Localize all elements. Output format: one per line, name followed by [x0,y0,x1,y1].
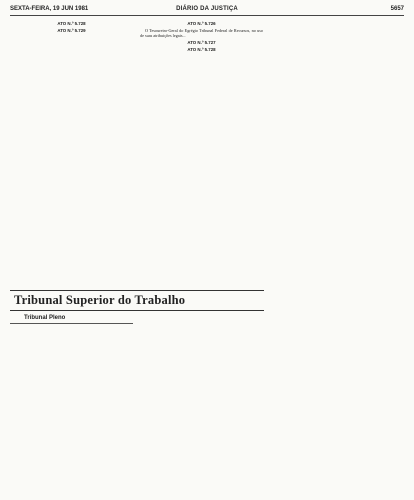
column-2 [140,19,263,260]
page-header [10,2,404,16]
header-date: SEXTA-FEIRA, 19 JUN 1981 [10,6,89,12]
section-title: Tribunal Superior do Trabalho [14,293,186,307]
session-notice [10,326,133,336]
column-3 [270,19,404,497]
act-heading: ATO N.º 5.728 [57,21,86,26]
paragraph: O Tesoureiro-Geral do Egrégio Tribunal Federal de Recursos, no uso de suas atribuições legais... [140,27,263,38]
subsection-header [10,314,133,324]
column-5 [140,337,263,497]
act-heading: ATO N.º 5.727 [187,39,216,45]
act-heading: ATO N.º 5.728 [187,46,216,52]
column-1 [10,19,133,260]
column-4 [10,337,133,497]
act-heading: ATO N.º 5.726 [187,21,216,26]
act-heading: ATO N.º 5.729 [57,28,86,34]
subsection-title: Tribunal Pleno [24,315,66,321]
section-banner [10,290,264,311]
header-page-number: 5657 [390,6,404,12]
header-publication: DIÁRIO DA JUSTIÇA [176,6,238,12]
